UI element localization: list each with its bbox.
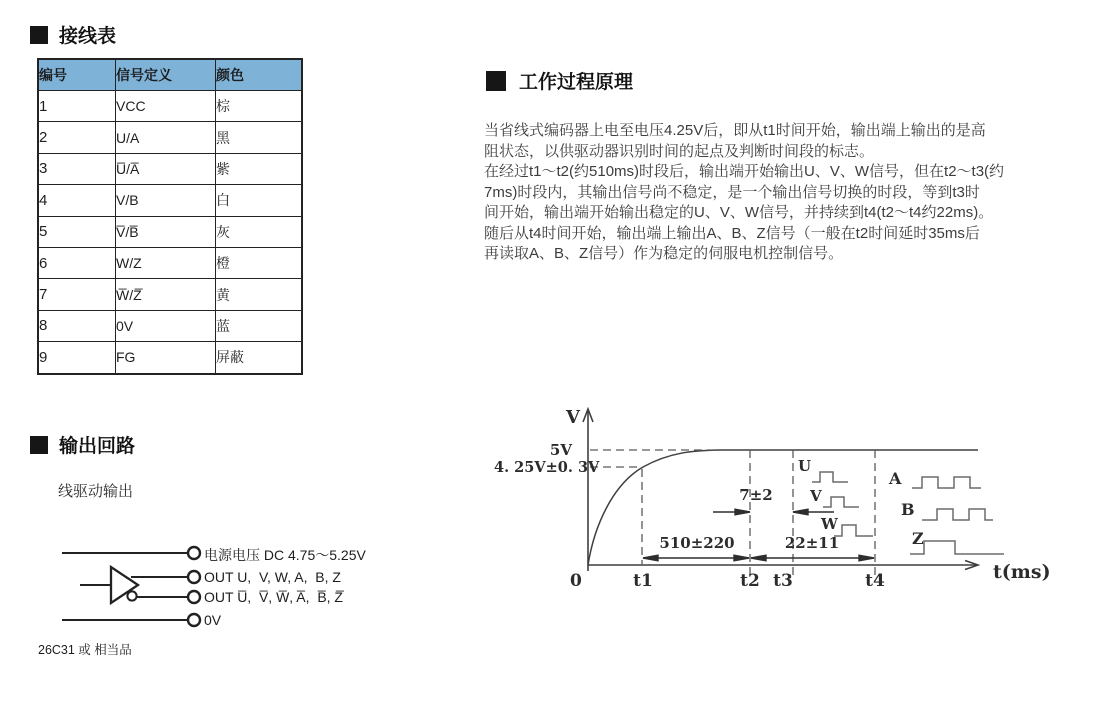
table-row [38,122,302,153]
pin-number: 5 [38,216,116,247]
signal-name: VCC [116,91,216,122]
section-bullet-icon [486,71,506,91]
dimension-510-label: 510±220 [659,534,735,552]
principle-section-heading [486,67,633,94]
signal-name: W/Z [116,247,216,278]
table-row [38,153,302,184]
line-driver-output-label: 线驱动输出 [58,483,134,500]
tick-t2-label: t2 [740,571,760,591]
wire-color: 紫 [216,153,303,184]
principle-section-title: 工作过程原理 [519,72,634,93]
tick-t4-label: t4 [865,571,885,591]
output-section-heading [30,431,135,458]
pin-number: 3 [38,153,116,184]
table-row [38,279,302,310]
level-5v-label: 5V [549,441,572,459]
wire-color: 棕 [216,91,303,122]
out-complement-label: OUT U̅, V̅, W̅, A̅, B̅, Z̅ [204,589,343,605]
table-row [38,310,302,341]
tick-t1-label: t1 [633,571,653,591]
tick-t3-label: t3 [773,571,793,591]
level-4-25v-label: 4. 25V±0. 3V [494,459,600,476]
out-true-label: OUT U, V, W, A, B, Z [204,569,341,585]
paragraph-line: 在经过t1～t2(约510ms)时段后，输出端开始输出U、V、W信号，但在t2～t3(约 [484,163,1005,180]
signal-name: U/A [116,122,216,153]
timing-diagram [480,395,1098,645]
col-header-signal: 信号定义 [116,59,216,91]
paragraph-line: 7ms)时段内，其输出信号尚不稳定，是一个输出信号切换的时段，等到t3时 [484,183,980,201]
wire-color: 黄 [216,279,303,310]
signal-b-label: B [901,500,915,519]
signal-a-label: A [889,469,902,488]
section-bullet-icon [30,26,48,44]
output-section-title: 输出回路 [59,436,136,457]
signal-name: U̅/A̅ [116,153,216,184]
timing-diagram-plot [480,395,1098,645]
pin-number: 7 [38,279,116,310]
origin-tick-label: 0 [570,571,582,591]
wire-color: 灰 [216,216,303,247]
pin-number: 4 [38,185,116,216]
paragraph-line: 当省线式编码器上电至电压4.25V后，即从t1时间开始，输出端上输出的是高 [484,122,986,139]
wire-color: 黑 [216,122,303,153]
signal-w-label: W [821,515,838,533]
y-axis-label: V [566,407,580,428]
table-row [38,91,302,122]
paragraph-line: 阻状态，以供驱动器识别时间的起点及判断时间段的标志。 [484,142,875,160]
x-axis-label: t(ms) [993,561,1051,583]
table-row [38,185,302,216]
ground-label: 0V [204,612,222,628]
wiring-section-heading [30,21,116,48]
wire-color: 蓝 [216,310,303,341]
paragraph-line: 间开始，输出端开始输出稳定的U、V、W信号，并持续到t4(t2～t4约22ms)。 [484,204,994,221]
table-row [38,247,302,278]
pin-number: 9 [38,342,116,374]
wire-color: 橙 [216,247,303,278]
table-row [38,342,302,374]
dimension-7-label: 7±2 [739,486,773,504]
signal-z-label: Z [912,529,924,548]
signal-name: FG [116,342,216,374]
col-header-pin: 编号 [38,59,116,91]
wire-color: 屏蔽 [216,342,303,374]
principle-paragraph [484,121,1004,265]
wiring-section-title: 接线表 [59,26,117,47]
dimension-22-label: 22±11 [784,534,840,552]
col-header-color: 颜色 [216,59,303,91]
paragraph-line: 再读取A、B、Z信号）作为稳定的伺服电机控制信号。 [484,245,844,262]
power-supply-label: 电源电压 DC 4.75～5.25V [204,547,366,563]
signal-name: V̅/B̅ [116,216,216,247]
pin-number: 6 [38,247,116,278]
signal-name: 0V [116,310,216,341]
table-header-row [38,59,302,91]
wire-color: 白 [216,185,303,216]
table-row [38,216,302,247]
pin-number: 8 [38,310,116,341]
pin-number: 1 [38,91,116,122]
wiring-table [37,58,303,375]
signal-name: V/B [116,185,216,216]
paragraph-line: 随后从t4时间开始，输出端上输出A、B、Z信号（一般在t2时间延时35ms后 [484,224,980,242]
signal-v-label: V [810,487,822,505]
signal-name: W̅/Z̅ [116,279,216,310]
driver-chip-label: 26C31 或 相当品 [38,643,132,657]
section-bullet-icon [30,436,48,454]
signal-u-label: U [798,457,812,475]
pin-number: 2 [38,122,116,153]
